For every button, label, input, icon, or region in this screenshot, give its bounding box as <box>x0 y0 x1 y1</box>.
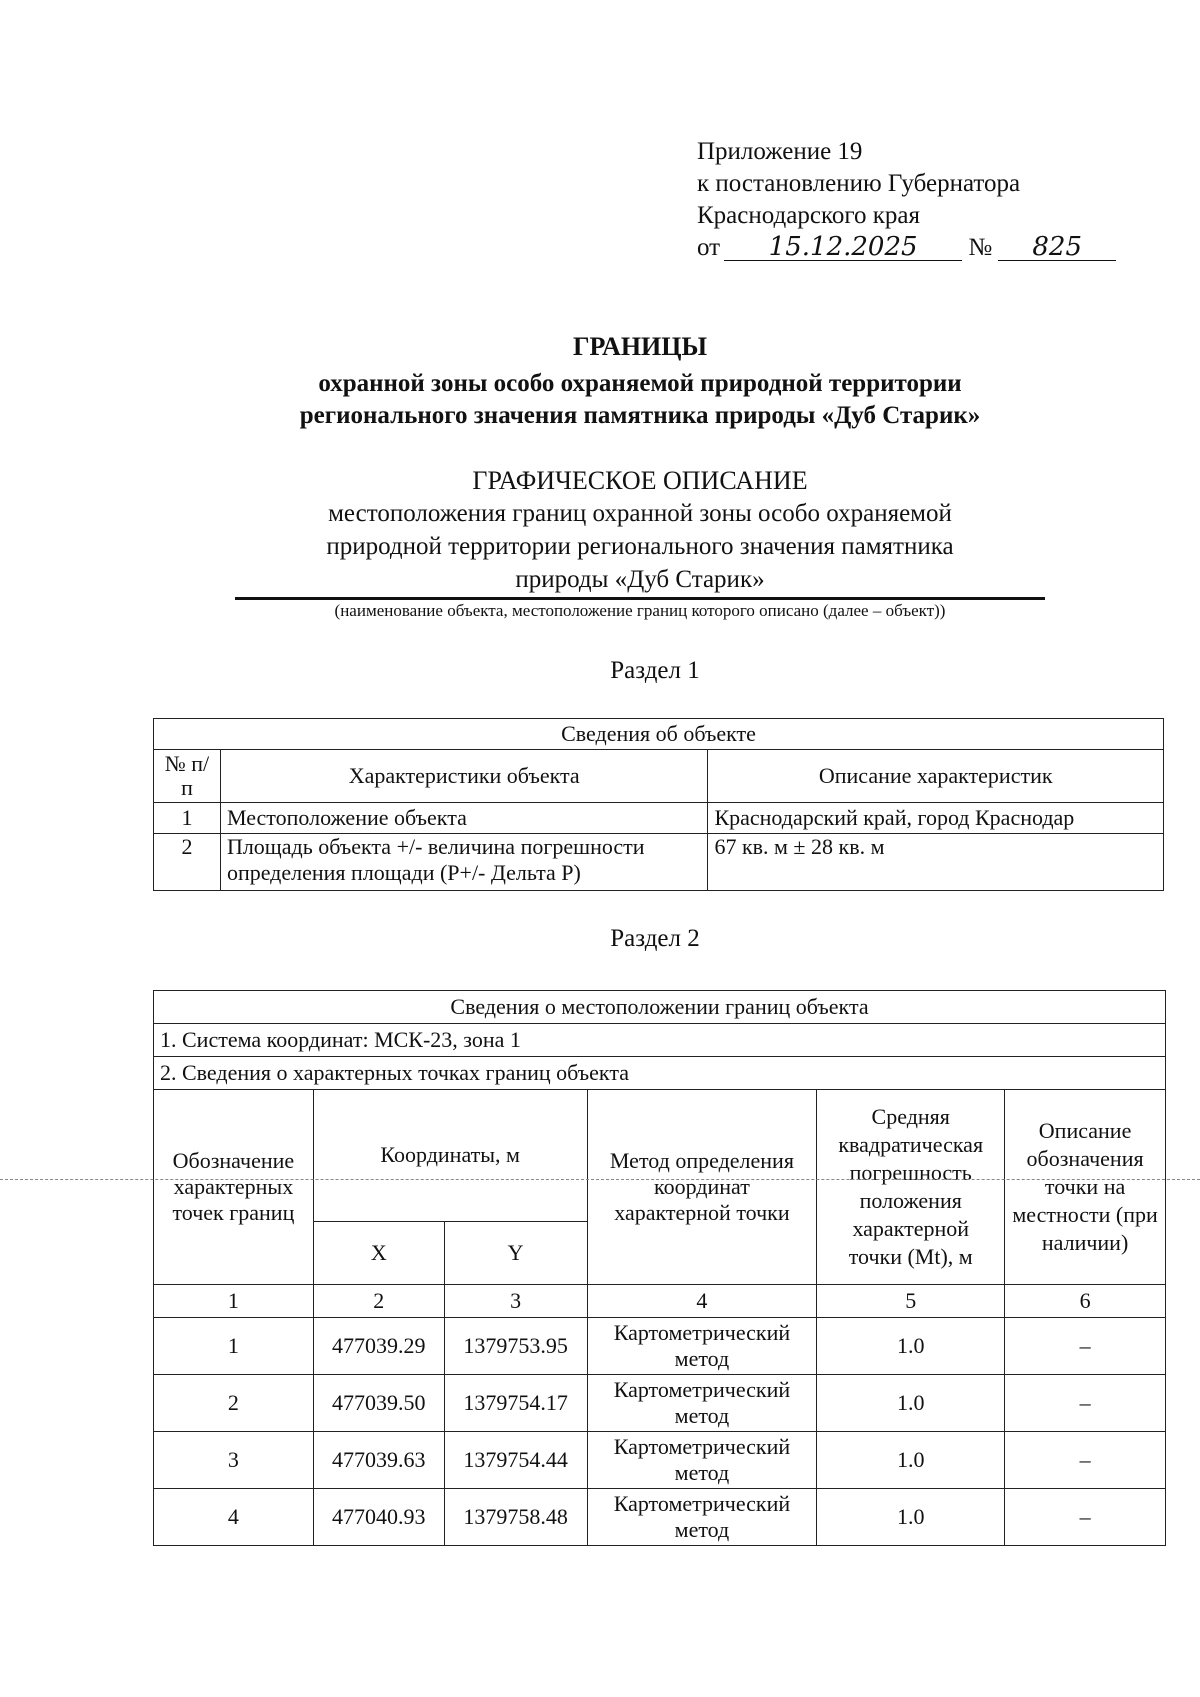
point-description: – <box>1005 1489 1166 1546</box>
col-number-3: 3 <box>444 1285 587 1318</box>
point-error: 1.0 <box>817 1318 1005 1375</box>
section-1-label: Раздел 1 <box>610 657 700 684</box>
point-x: 477040.93 <box>313 1489 444 1546</box>
appendix-line-2: к постановлению Губернатора <box>697 170 1021 197</box>
boundary-points-table <box>153 990 1166 1546</box>
handwritten-number: 825 <box>998 234 1116 261</box>
header-designation: Обозначение характерных точек границ <box>154 1090 314 1285</box>
header-y: Y <box>444 1221 587 1284</box>
table-title: Сведения об объекте <box>154 719 1164 750</box>
point-method: Картометрический метод <box>587 1489 817 1546</box>
table-row <box>154 1375 1166 1432</box>
handwritten-date: 15.12.2025 <box>724 234 962 261</box>
row-1-number: 1 <box>154 803 221 834</box>
point-y: 1379758.48 <box>444 1489 587 1546</box>
point-description: – <box>1005 1432 1166 1489</box>
row-2-value: 67 кв. м ± 28 кв. м <box>708 834 1164 891</box>
table-row <box>154 1489 1166 1546</box>
header-error: Средняя квадратическая погрешность положения характерной точки (Mt), м <box>817 1090 1005 1285</box>
title-line-2: охранной зоны особо охраняемой природной территории <box>318 370 962 397</box>
title-underline <box>235 597 1045 600</box>
point-id: 1 <box>154 1318 314 1375</box>
row-1-value: Краснодарский край, город Краснодар <box>708 803 1164 834</box>
point-id: 4 <box>154 1489 314 1546</box>
table-row <box>154 1432 1166 1489</box>
from-label: от <box>697 234 721 261</box>
col-number-6: 6 <box>1005 1285 1166 1318</box>
section-2-label: Раздел 2 <box>610 925 700 952</box>
point-description: – <box>1005 1318 1166 1375</box>
points-title: 2. Сведения о характерных точках границ объекта <box>154 1057 1166 1090</box>
point-method: Картометрический метод <box>587 1318 817 1375</box>
col-number-5: 5 <box>817 1285 1005 1318</box>
header-coordinates: Координаты, м <box>313 1090 587 1222</box>
header-characteristics: Характеристики объекта <box>220 750 708 803</box>
point-description: – <box>1005 1375 1166 1432</box>
graphic-heading: ГРАФИЧЕСКОЕ ОПИСАНИЕ <box>472 466 808 495</box>
point-error: 1.0 <box>817 1375 1005 1432</box>
row-2-name: Площадь объекта +/- величина погрешности определения площади (Р+/- Дельта Р) <box>220 834 708 891</box>
header-description: Описание характеристик <box>708 750 1164 803</box>
col-number-4: 4 <box>587 1285 817 1318</box>
point-x: 477039.29 <box>313 1318 444 1375</box>
table-title: Сведения о местоположении границ объекта <box>154 991 1166 1024</box>
header-number: № п/п <box>154 750 221 803</box>
coordinate-system: 1. Система координат: МСК-23, зона 1 <box>154 1024 1166 1057</box>
appendix-line-3: Краснодарского края <box>697 202 920 229</box>
graphic-line-2: природной территории регионального значения памятника <box>326 533 954 560</box>
point-y: 1379754.17 <box>444 1375 587 1432</box>
header-x: X <box>313 1221 444 1284</box>
point-id: 2 <box>154 1375 314 1432</box>
title-line-3: регионального значения памятника природы «Дуб Старик» <box>299 402 981 429</box>
point-method: Картометрический метод <box>587 1432 817 1489</box>
appendix-block <box>697 136 1116 264</box>
object-caption: (наименование объекта, местоположение границ которого описано (далее – объект)) <box>334 601 946 620</box>
row-2-number: 2 <box>154 834 221 891</box>
table-row <box>154 1318 1166 1375</box>
header-method: Метод определения координат характерной точки <box>587 1090 817 1285</box>
point-y: 1379754.44 <box>444 1432 587 1489</box>
point-y: 1379753.95 <box>444 1318 587 1375</box>
col-number-2: 2 <box>313 1285 444 1318</box>
graphic-line-1: местоположения границ охранной зоны особо охраняемой <box>328 500 952 527</box>
point-id: 3 <box>154 1432 314 1489</box>
point-x: 477039.50 <box>313 1375 444 1432</box>
col-number-1: 1 <box>154 1285 314 1318</box>
point-error: 1.0 <box>817 1432 1005 1489</box>
header-description: Описание обозначения точки на местности (при наличии) <box>1005 1090 1166 1285</box>
object-info-table <box>153 718 1164 891</box>
appendix-date-number-line <box>697 232 1116 264</box>
point-error: 1.0 <box>817 1489 1005 1546</box>
row-1-name: Местоположение объекта <box>220 803 708 834</box>
main-title: ГРАНИЦЫ <box>572 332 708 361</box>
point-x: 477039.63 <box>313 1432 444 1489</box>
graphic-line-3: природы «Дуб Старик» <box>515 566 765 593</box>
number-label: № <box>968 234 993 261</box>
appendix-line-1: Приложение 19 <box>697 138 863 165</box>
point-method: Картометрический метод <box>587 1375 817 1432</box>
